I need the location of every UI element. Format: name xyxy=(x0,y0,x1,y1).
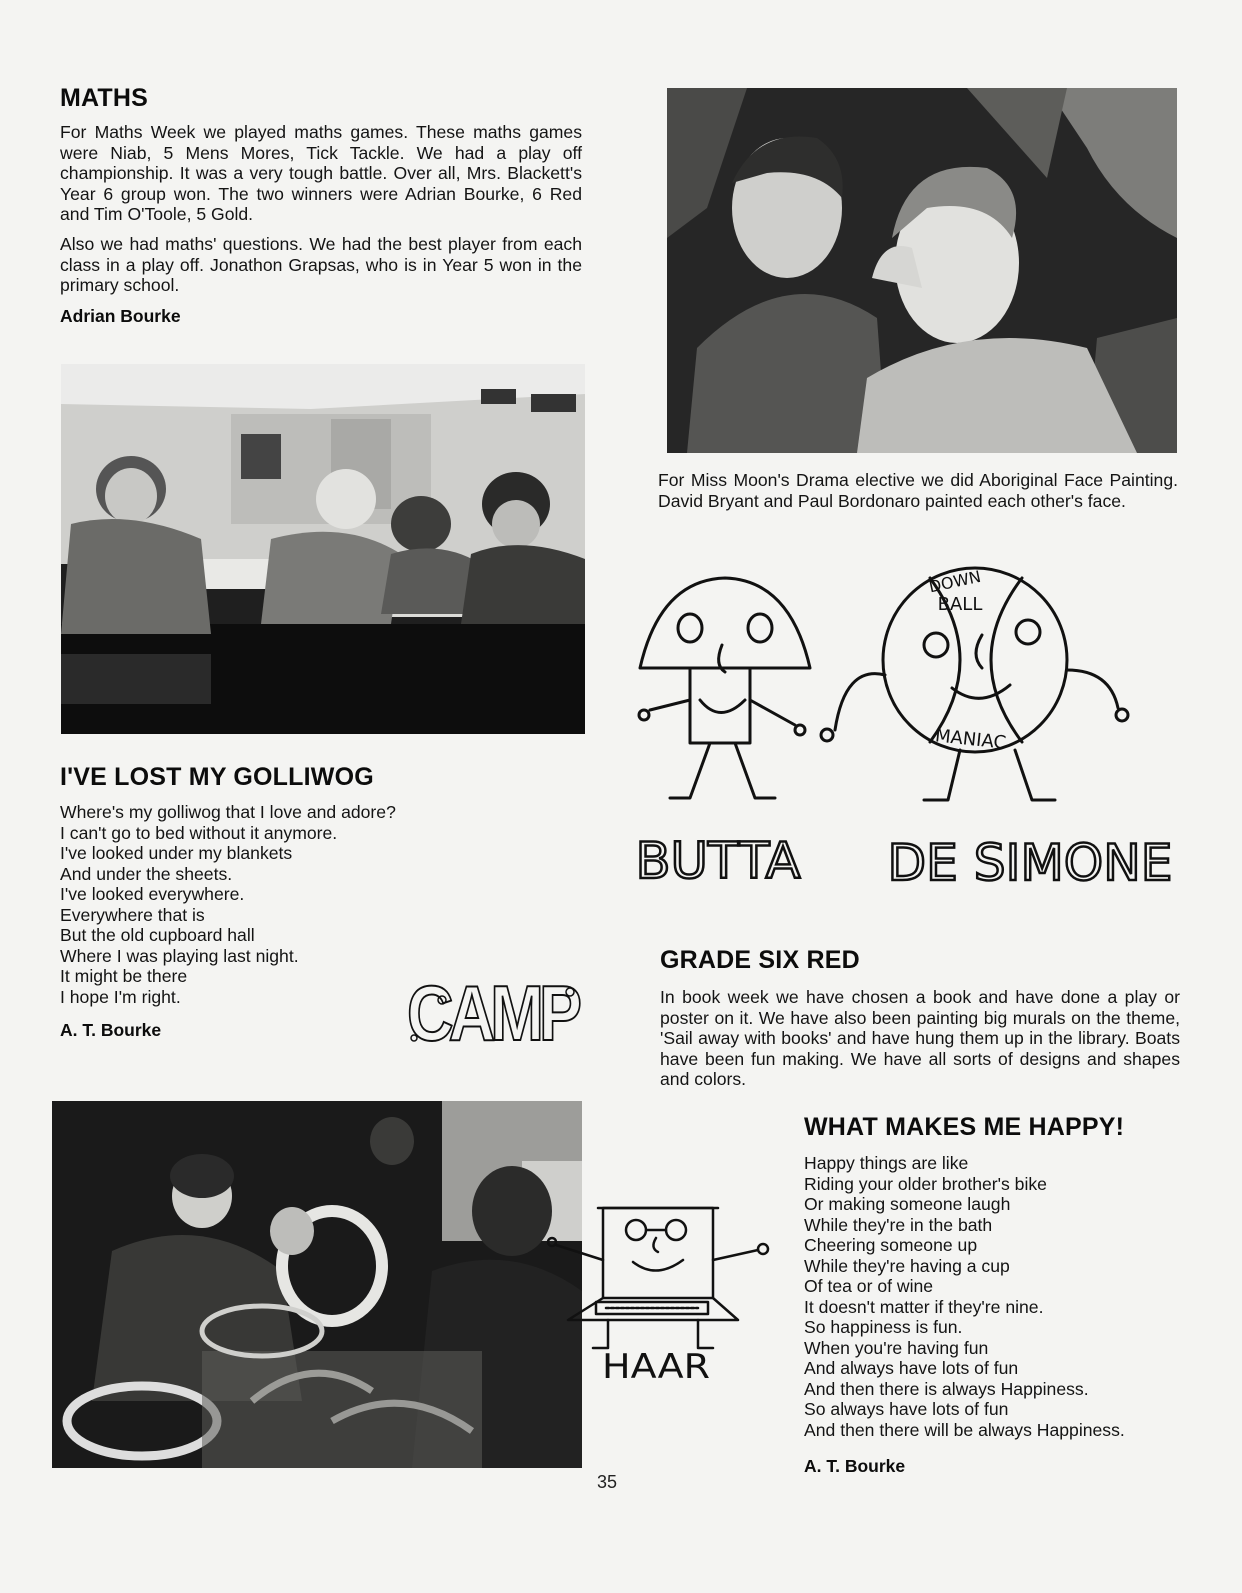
poem-line: Everywhere that is xyxy=(60,904,205,925)
poem-line: Cheering someone up xyxy=(804,1235,978,1255)
face-painting-photo xyxy=(667,88,1177,453)
camp-drawing xyxy=(402,968,582,1058)
maths-title: MATHS xyxy=(60,84,149,112)
poem-line: Or making someone laugh xyxy=(804,1194,1011,1214)
poem-line: When you're having fun xyxy=(804,1337,989,1358)
poem-line: So always have lots of fun xyxy=(804,1399,1009,1419)
poem-line: Happy things are like xyxy=(804,1153,969,1173)
drama-caption: For Miss Moon's Drama elective we did Aboriginal Face Painting. David Bryant and Paul Bordonaro painted each other's face. xyxy=(658,470,1178,511)
maths-paragraph-2: Also we had maths' questions. We had the best player from each class in a play off. Jonathon Grapsas, who is in Year 5 won in the primary school. xyxy=(60,234,582,295)
happy-title: WHAT MAKES ME HAPPY! xyxy=(804,1113,1125,1141)
golliwog-poem xyxy=(60,802,396,1007)
poem-line: I've looked everywhere. xyxy=(60,884,245,904)
maniac-label: MANIAC xyxy=(934,725,1008,754)
maths-paragraph-1: For Maths Week we played maths games. These maths games were Niab, 5 Mens Mores, Tick Tackle. We had a play off championship. It was a very tough battle. Over all, Mrs. Blackett's Year 6 group won. The two winners were Adrian Bourke, 6 Red and Tim O'Toole, 5 Gold. xyxy=(60,122,582,224)
poem-line: And then there will be always Happiness. xyxy=(804,1419,1125,1440)
poem-line: I can't go to bed without it anymore. xyxy=(60,822,338,843)
poem-line: So happiness is fun. xyxy=(804,1317,963,1337)
poem-line: It doesn't matter if they're nine. xyxy=(804,1296,1044,1317)
poem-line: And under the sheets. xyxy=(60,863,233,884)
desimone-label: DE SIMONE xyxy=(887,834,1173,892)
poem-line: I hope I'm right. xyxy=(60,986,181,1007)
poem-line: I've looked under my blankets xyxy=(60,843,293,863)
grade-six-text: In book week we have chosen a book and have done a play or poster on it. We have also been painting big murals on the theme, 'Sail away with books' and have hung them up in the library. Boats have been fun making. We have all sorts of designs and shapes and colors. xyxy=(660,987,1180,1089)
poem-line: Riding your older brother's bike xyxy=(804,1173,1047,1194)
golliwog-title: I'VE LOST MY GOLLIWOG xyxy=(60,763,374,791)
classroom-photo xyxy=(61,364,585,734)
poem-line: It might be there xyxy=(60,966,188,986)
poem-line: But the old cupboard hall xyxy=(60,925,255,945)
ball-label: BALL xyxy=(937,594,983,615)
happy-author: A. T. Bourke xyxy=(804,1456,906,1476)
poem-line: While they're having a cup xyxy=(804,1255,1010,1276)
haar-label: HAAR xyxy=(602,1347,710,1387)
computer-cartoon xyxy=(548,1200,778,1415)
maths-author: Adrian Bourke xyxy=(60,306,181,326)
golliwog-author: A. T. Bourke xyxy=(60,1020,162,1040)
poem-line: While they're in the bath xyxy=(804,1214,993,1235)
poem-line: Where I was playing last night. xyxy=(60,945,299,966)
camp-text: CAMP xyxy=(407,969,581,1057)
poem-line: And then there is always Happiness. xyxy=(804,1378,1089,1399)
butta-label: BUTTA xyxy=(635,832,801,890)
cartoon-drawings xyxy=(630,560,1190,900)
craft-photo xyxy=(52,1101,582,1468)
poem-line: Where's my golliwog that I love and adore? xyxy=(60,802,396,822)
grade-six-title: GRADE SIX RED xyxy=(660,946,860,974)
down-label: DOWN xyxy=(927,566,983,597)
poem-line: And always have lots of fun xyxy=(804,1358,1019,1378)
poem-line: Of tea or of wine xyxy=(804,1276,934,1296)
butta-character xyxy=(639,578,810,798)
happy-poem xyxy=(804,1153,1125,1440)
page-number: 35 xyxy=(597,1472,618,1492)
